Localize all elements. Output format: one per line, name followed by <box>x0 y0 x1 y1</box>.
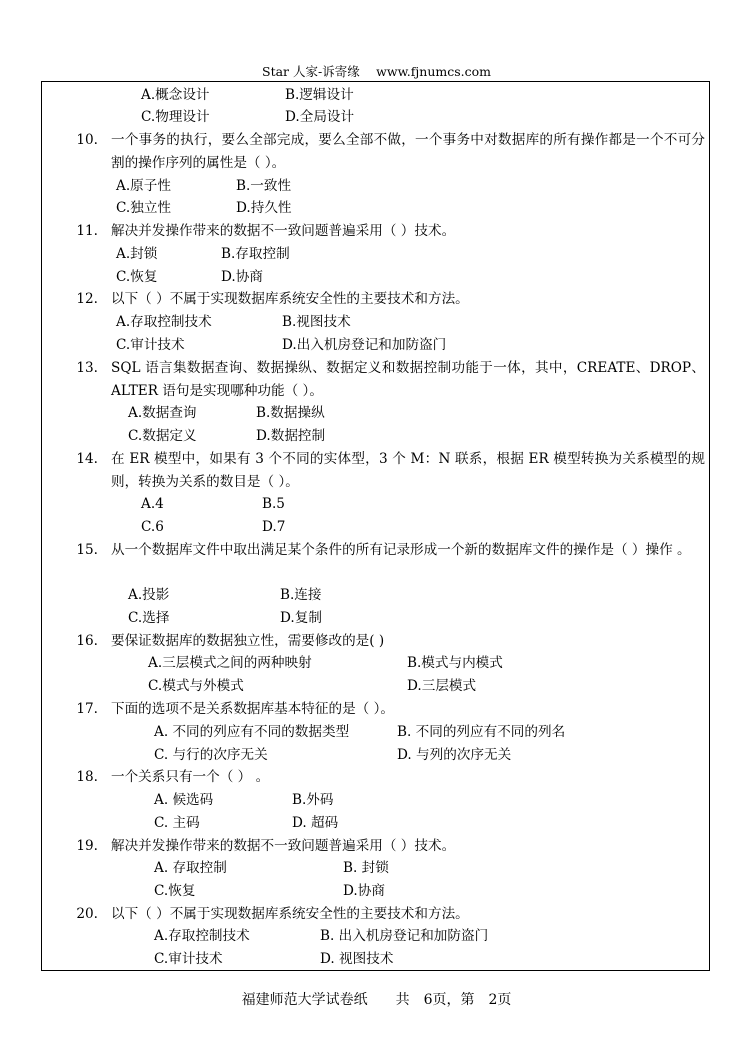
option-text: D.数据控制 <box>256 428 326 444</box>
option-text: A. 存取控制 <box>154 860 227 876</box>
option-text: B. 封锁 <box>343 860 389 876</box>
question-text: 要保证数据库的数据独立性，需要修改的是( ) <box>111 633 385 649</box>
option-text: A.数据查询 <box>128 405 197 421</box>
question-number: 20. <box>76 906 98 922</box>
option-text: A.封锁 <box>116 246 158 262</box>
question-text: SQL 语言集数据查询、数据操纵、数据定义和数据控制功能于一体，其中，CREATE、DROP、ALTER 语句是实现哪种功能（ ）。 <box>111 360 705 399</box>
option-text: C.恢复 <box>154 883 196 899</box>
option-text: A.概念设计 <box>141 87 210 103</box>
option-text: C.模式与外模式 <box>148 678 244 694</box>
option-text: C.审计技术 <box>154 951 223 967</box>
question-number: 13. <box>76 360 98 376</box>
option-text: D.三层模式 <box>407 678 477 694</box>
option-text: D.复制 <box>280 610 322 626</box>
option-text: A.三层模式之间的两种映射 <box>148 655 312 671</box>
option-text: B.连接 <box>280 587 322 603</box>
option-text: A.存取控制技术 <box>154 928 250 944</box>
option-text: B.模式与内模式 <box>407 655 503 671</box>
option-text: D.出入机房登记和加防盗门 <box>282 337 447 353</box>
option-text: C.审计技术 <box>116 337 185 353</box>
question-number: 17. <box>76 701 98 717</box>
option-text: A.原子性 <box>116 178 171 194</box>
option-text: A.4 <box>141 496 164 512</box>
question-text: 以下（ ）不属于实现数据库系统安全性的主要技术和方法。 <box>111 906 469 922</box>
question-text: 一个关系只有一个（ ） 。 <box>111 769 270 785</box>
page-footer: 福建师范大学试卷纸 共 6页，第 2页 <box>241 992 512 1008</box>
option-text: C. 与行的次序无关 <box>154 747 268 763</box>
question-text: 以下（ ）不属于实现数据库系统安全性的主要技术和方法。 <box>111 291 469 307</box>
option-text: B. 出入机房登记和加防盗门 <box>320 928 489 944</box>
option-text: B.逻辑设计 <box>285 87 354 103</box>
option-text: C.数据定义 <box>128 428 197 444</box>
option-text: D.全局设计 <box>285 109 355 125</box>
question-number: 18. <box>76 769 98 785</box>
page-header: Star 人家-诉寄缘 www.fjnumcs.com <box>262 64 491 79</box>
option-text: B.数据操纵 <box>256 405 325 421</box>
question-number: 12. <box>76 291 98 307</box>
question-number: 16. <box>76 633 98 649</box>
option-text: B.外码 <box>292 792 334 808</box>
question-text: 在 ER 模型中，如果有 3 个不同的实体型，3 个 M：N 联系，根据 ER 模型转换为关系模型的规则，转换为关系的数目是（ ）。 <box>111 451 705 490</box>
option-text: B.一致性 <box>236 178 292 194</box>
option-text: D.持久性 <box>236 200 292 216</box>
option-text: C.独立性 <box>116 200 172 216</box>
question-text: 一个事务的执行，要么全部完成，要么全部不做，一个事务中对数据库的所有操作都是一个不可分割的操作序列的属性是（ ）。 <box>111 132 705 171</box>
question-number: 10. <box>76 132 98 148</box>
option-text: D.协商 <box>221 269 263 285</box>
question-number: 11. <box>76 223 98 239</box>
option-text: C. 主码 <box>154 815 200 831</box>
option-text: D. 与列的次序无关 <box>397 747 512 763</box>
option-text: D.协商 <box>343 883 385 899</box>
question-number: 19. <box>76 838 98 854</box>
option-text: B. 不同的列应有不同的列名 <box>397 724 566 740</box>
option-text: D. 视图技术 <box>320 951 394 967</box>
question-text: 下面的选项不是关系数据库基本特征的是（ ）。 <box>111 701 394 717</box>
option-text: A.存取控制技术 <box>116 314 212 330</box>
option-text: D. 超码 <box>292 815 339 831</box>
option-text: C.选择 <box>128 610 170 626</box>
option-text: A. 不同的列应有不同的数据类型 <box>154 724 350 740</box>
option-text: B.视图技术 <box>282 314 351 330</box>
option-text: A.投影 <box>128 587 170 603</box>
option-text: C.恢复 <box>116 269 158 285</box>
option-text: D.7 <box>262 519 286 535</box>
question-text: 解决并发操作带来的数据不一致问题普遍采用（ ）技术。 <box>111 838 456 854</box>
question-number: 15. <box>76 542 98 558</box>
question-number: 14. <box>76 451 98 467</box>
question-text: 从一个数据库文件中取出满足某个条件的所有记录形成一个新的数据库文件的操作是（ ）操作 。 <box>111 542 691 558</box>
option-text: C.6 <box>141 519 164 535</box>
question-text: 解决并发操作带来的数据不一致问题普遍采用（ ）技术。 <box>111 223 456 239</box>
option-text: B.存取控制 <box>221 246 290 262</box>
option-text: A. 候选码 <box>154 792 214 808</box>
option-text: B.5 <box>262 496 285 512</box>
option-text: C.物理设计 <box>141 109 210 125</box>
